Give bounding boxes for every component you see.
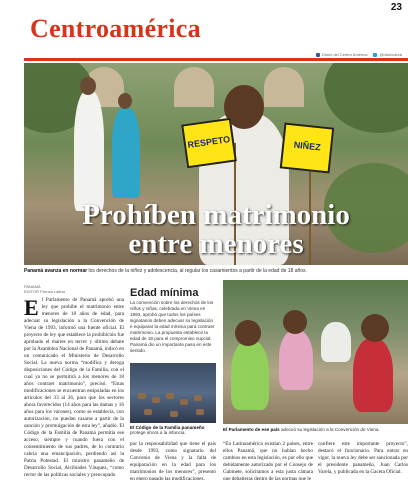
headline-line-2: entre menores <box>128 228 304 260</box>
article-column-3: “En Latinoamérica existían 2 países, entre ellos Panamá, que no habían hecho cambios en esta legislación, es por ello que debidamente autorizado por el Consejo de Gabinete, solicitamos a esta justa cámara que debatieras dentro de las normas que le <box>223 441 313 480</box>
respeto-sign-text: RESPETO <box>186 134 231 150</box>
facebook-icon <box>316 53 320 57</box>
facebook-label: Diario del Centro América <box>321 52 368 57</box>
background-arch <box>174 67 214 107</box>
article-text-1: l Parlamento de Panamá aprobó una ley que prohíbe el matrimonio entre menores de 18 años de edad, para adecuar su legislación a la Convención de Viena de 1993, informó una fuente oficial. El proyecto de ley que establece la prohibición fue aprobado el martes en tercer y último debate por la Asamblea Nacional de Panamá, indicó en un comunicado el Ministerio de Desarrollo Social. La nueva norma “modifica y deroga disposiciones del Código de la Familia, con el cual ya no se permitirá a los menores de 18 años contraer matrimonio”, precisó. “Estas modificaciones se encuentran estipuladas en los artículos del 33 al 36, para que los sectores ahora favorecidos (14 años para las damas y 16 años para los varones), como se establecía, con autorización, no puedan casarse a partir de la sanción y promulgación de esta ley”, añadió. El Código de la Familia de Panamá permitía ese acceso, siempre y cuando fuera con el consentimiento de sus padres, de lo contrario cabría una emancipación, perdiendo así la Patria Potestad. El ministro panameño de Desarrollo Social, Alcibíades Vásquez, “como rector de las políticas sociales y preocupado <box>24 297 124 478</box>
byline <box>24 284 65 294</box>
child-head <box>235 320 261 346</box>
twitter-label: @diariodeca <box>379 52 402 57</box>
children-photo <box>223 280 408 424</box>
background-tree <box>324 63 408 133</box>
facebook-link[interactable] <box>316 52 368 57</box>
child-head <box>283 310 307 334</box>
article-column-4: confiere este importante proyecto”, destacó el funcionario. Para entrar en vigor, la nueva ley debe ser sancionada por el presidente panameño, Juan Carlos Varela, y publicada en la Gaceta Oficial. <box>318 441 408 475</box>
twitter-link[interactable] <box>373 52 402 57</box>
parliament-caption-text: protege ahora a la infancia. <box>130 430 186 435</box>
hero-photo <box>24 63 408 265</box>
hero-caption <box>24 268 408 274</box>
headline-line-1: Prohíben matrimonio <box>82 199 350 231</box>
adult-white <box>321 322 351 362</box>
seat <box>138 393 146 399</box>
ninez-sign <box>280 123 335 174</box>
children-photo-caption <box>223 427 408 432</box>
person-in-blue <box>112 108 140 198</box>
child-head <box>361 314 389 342</box>
section-title: Centroamérica <box>30 14 201 43</box>
parliament-photo-caption <box>130 425 216 435</box>
children-caption-text: adecuó su legislación a la Convención de Viena. <box>279 427 380 432</box>
seat <box>166 393 174 399</box>
seat <box>196 409 204 415</box>
hero-caption-text: los derechos de la niñez y adolescencia, al regular los casamientos a partir de la edad de 18 años. <box>87 268 307 274</box>
hero-caption-lead: Panamá avanza en normar <box>24 268 88 274</box>
background-arch <box>264 67 304 107</box>
seat <box>144 409 152 415</box>
page-number: 23 <box>390 2 402 13</box>
sidebar-title: Edad mínima <box>130 287 199 299</box>
person-head <box>118 93 132 109</box>
article-column-2: por la responsabilidad que tiene el país desde 1993, como signatario del Convenio de Viena y la falta de equiparación en la edad para los matrimonios de los menores”, presentó en enero pasado las modificaciones. <box>130 441 216 480</box>
byline-agency: EDITOR <box>24 289 40 294</box>
child-green-shirt <box>231 340 269 410</box>
social-links <box>316 52 402 57</box>
seat <box>194 395 202 401</box>
section-rule <box>24 58 408 61</box>
ninez-sign-text: NIÑEZ <box>293 139 322 153</box>
children-caption-lead: El Parlamento de ese país <box>223 427 280 432</box>
twitter-icon <box>373 53 377 57</box>
person-head <box>80 77 96 95</box>
parliament-caption-lead: El Código de la Familia panameño <box>130 425 205 430</box>
child-pink-dress <box>279 330 313 390</box>
seat <box>152 397 160 403</box>
byline-city: PANAMÁ <box>24 284 41 289</box>
article-column-1 <box>24 297 124 480</box>
respeto-sign <box>181 118 237 169</box>
seat <box>170 411 178 417</box>
byline-source: Prensa Latina <box>40 289 65 294</box>
headline <box>24 201 408 259</box>
child-red-shirt <box>353 338 393 412</box>
sidebar-text: La convención sobre los derechos de los niños y niñas, celebrada en Viena en 1993, aprobó que todos los países signatarios deben adecuar su legislación e equiparar la edad mínima para contraer matrimonio. La propuesta establece la edad de 18 para el compromiso nupcial. Panamá dio un importante paso en este sentido. <box>130 300 215 353</box>
seat <box>180 399 188 405</box>
parliament-photo <box>130 363 216 423</box>
dropcap: E <box>24 297 39 320</box>
person-in-white <box>74 91 104 211</box>
